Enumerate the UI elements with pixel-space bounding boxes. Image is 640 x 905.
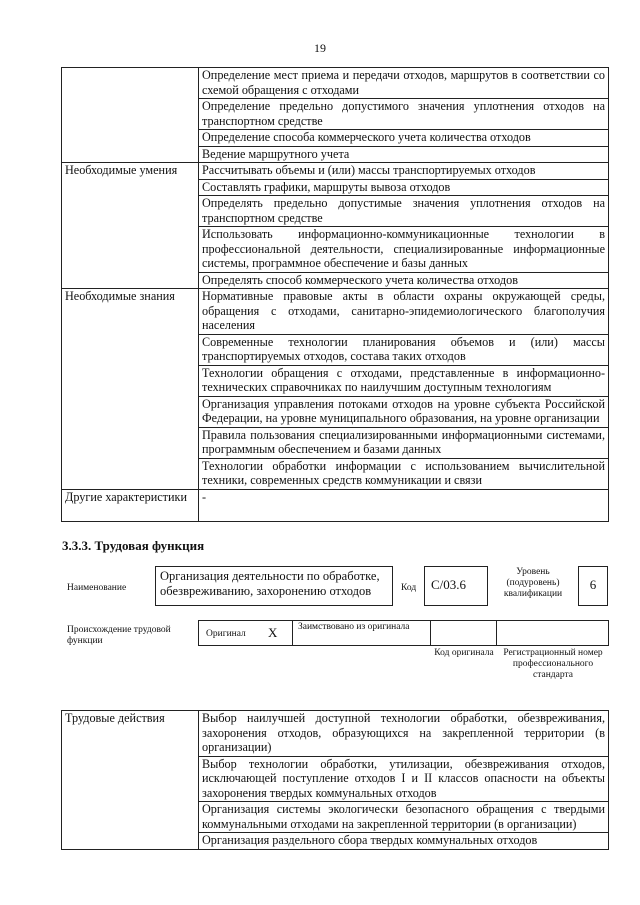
level-box: 6 xyxy=(578,566,608,606)
reg-num-label: Регистрационный номер профессионального стандарта xyxy=(503,648,603,680)
table-cell: Определять предельно допустимые значения уплотнения отходов на транспортном средстве xyxy=(199,196,609,227)
function-code-box: C/03.6 xyxy=(424,566,488,606)
table-cell: Правила пользования специализированными информационными системами, программным обеспечением и базами данных xyxy=(199,427,609,458)
level-label: Уровень (подуровень) квалификации xyxy=(503,567,563,599)
table-cell: Организация системы экологически безопасного обращения с твердыми коммунальными отходами на закрепленной территории (в организации) xyxy=(199,802,609,833)
row-label: Трудовые действия xyxy=(62,711,199,850)
table-cell: Составлять графики, маршруты вывоза отходов xyxy=(199,179,609,196)
table-cell: Нормативные правовые акты в области охраны окружающей среды, обращения с отходами, санитарно-эпидемиологического благополучия населения xyxy=(199,289,609,335)
row-label: Необходимые знания xyxy=(62,289,199,490)
table-cell: Технологии обращения с отходами, представленные в информационно-технических справочниках по наилучшим доступным технологиям xyxy=(199,365,609,396)
table-cell: Рассчитывать объемы и (или) массы транспортируемых отходов xyxy=(199,163,609,180)
borrowed-label: Заимствовано из оригинала xyxy=(298,622,410,632)
code-label: Код xyxy=(401,583,417,593)
name-label: Наименование xyxy=(67,583,127,593)
original-mark: X xyxy=(268,625,278,640)
requirements-table xyxy=(61,67,609,522)
original-label: Оригинал xyxy=(206,629,246,639)
table-row xyxy=(62,711,609,757)
divider xyxy=(496,620,497,646)
table-row xyxy=(62,289,609,335)
labor-actions-table xyxy=(61,710,609,850)
table-cell: Выбор технологии обработки, утилизации, обезвреживания отходов, исключающей поступление отходов I и II классов опасности на объекты захоронения твердых коммунальных отходов xyxy=(199,756,609,802)
row-label: Необходимые умения xyxy=(62,163,199,289)
row-label xyxy=(62,68,199,163)
table-cell: - xyxy=(199,489,609,521)
section-heading: 3.3.3. Трудовая функция xyxy=(62,538,205,553)
divider xyxy=(430,620,431,646)
row-label: Другие характеристики xyxy=(62,489,199,521)
divider xyxy=(292,620,293,646)
table-cell: Определение способа коммерческого учета количества отходов xyxy=(199,130,609,147)
table-cell: Современные технологии планирования объемов и (или) массы транспортируемых отходов, состава таких отходов xyxy=(199,334,609,365)
function-name-box: Организация деятельности по обработке, обезвреживанию, захоронению отходов xyxy=(155,566,393,606)
origin-label: Происхождение трудовой функции xyxy=(67,625,171,646)
table-row xyxy=(62,489,609,521)
code-orig-label: Код оригинала xyxy=(434,648,494,658)
table-cell: Технологии обработки информации с использованием вычислительной техники, современных средств коммуникации и связи xyxy=(199,458,609,489)
table-row xyxy=(62,163,609,180)
table-row xyxy=(62,68,609,99)
table-cell: Определение предельно допустимого значения уплотнения отходов на транспортном средстве xyxy=(199,99,609,130)
table-cell: Определять способ коммерческого учета количества отходов xyxy=(199,272,609,289)
table-cell: Выбор наилучшей доступной технологии обработки, обезвреживания, захоронения отходов, образующихся на закрепленной территории (в организации) xyxy=(199,711,609,757)
table-cell: Определение мест приема и передачи отходов, маршрутов в соответствии со схемой обращения с отходами xyxy=(199,68,609,99)
table-cell: Организация раздельного сбора твердых коммунальных отходов xyxy=(199,833,609,850)
table-cell: Ведение маршрутного учета xyxy=(199,146,609,163)
table-cell: Использовать информационно-коммуникационные технологии в профессиональной деятельности, специализированные информационные системы, программное обеспечение и базы данных xyxy=(199,227,609,273)
page-number: 19 xyxy=(314,41,326,55)
table-cell: Организация управления потоками отходов на уровне субъекта Российской Федерации, на уровне муниципального образования, на уровне организации xyxy=(199,396,609,427)
